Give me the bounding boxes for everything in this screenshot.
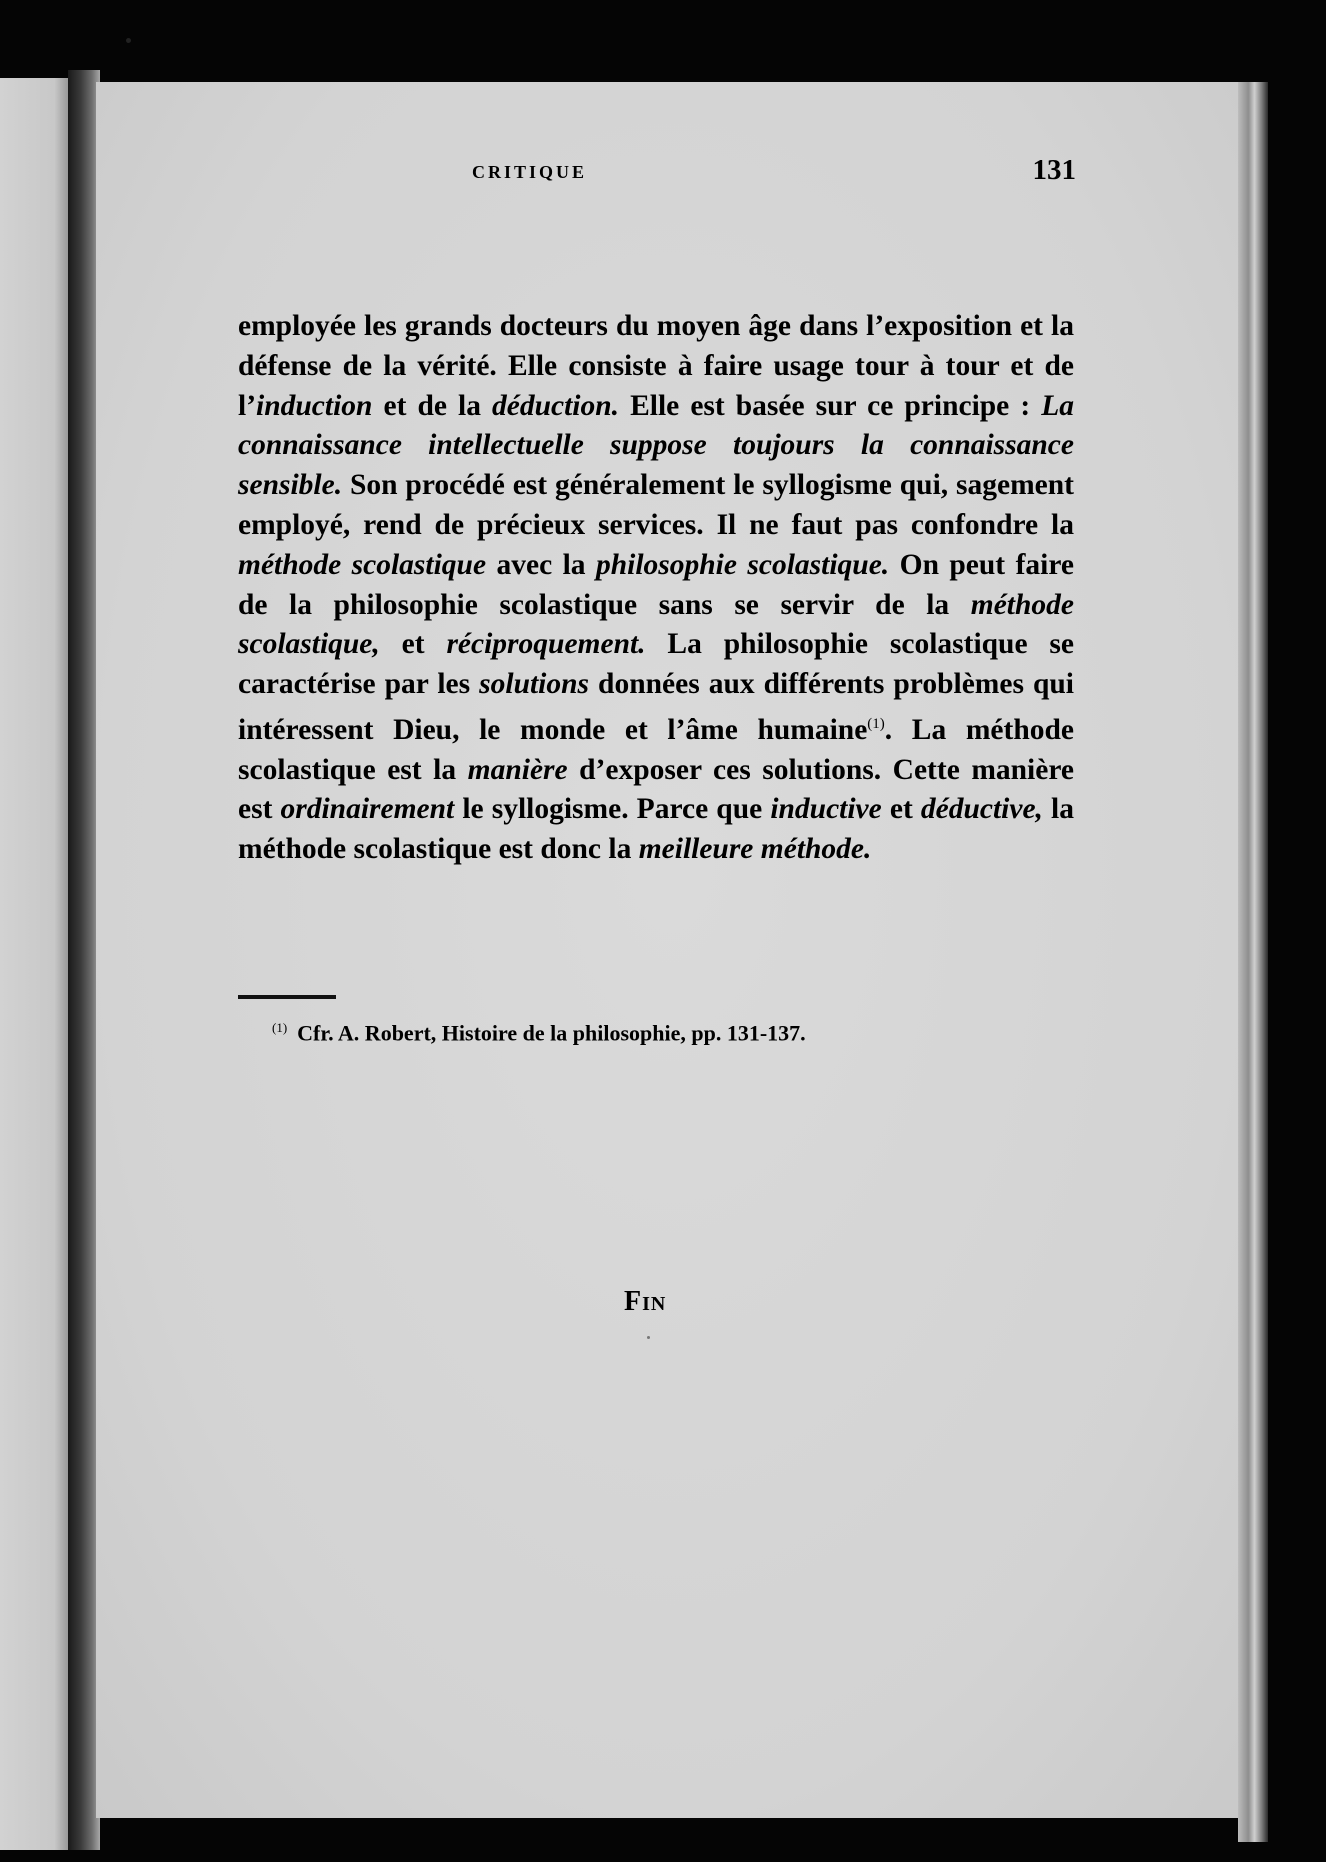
page-number: 131 xyxy=(1032,154,1076,186)
body-text xyxy=(238,307,1074,870)
text-run: d’exposer ces solutions. Cette manière est xyxy=(238,753,1074,826)
text-run: employée les grands docteurs du moyen âge dans l’exposition et la défense de la vérité. Elle consiste à faire usage tour à tour et de l’ xyxy=(238,310,1074,422)
text-run: et xyxy=(379,628,447,661)
text-run: données aux différents problèmes qui intéressent Dieu, le monde et l’âme humaine xyxy=(238,668,1074,746)
left-page-edge xyxy=(0,78,68,1850)
text-run: la méthode scolastique est donc la xyxy=(238,793,1074,866)
footnote-rule xyxy=(238,995,336,999)
right-page-edge xyxy=(1238,82,1268,1842)
italic-run: déduction. xyxy=(492,389,620,422)
italic-run: meilleure méthode. xyxy=(638,833,872,866)
italic-run: manière xyxy=(467,753,568,786)
body-paragraph xyxy=(238,307,1074,870)
text-run: et de la xyxy=(372,389,493,422)
italic-run: réciproquement. xyxy=(446,628,646,661)
italic-run: induction xyxy=(256,389,373,422)
text-run: et xyxy=(881,793,921,826)
italic-run: ordinairement xyxy=(280,793,455,826)
text-run: . La méthode scolastique est la xyxy=(238,713,1074,786)
dust-speck xyxy=(647,1336,650,1339)
text-run: avec la xyxy=(486,548,596,581)
footnote xyxy=(272,1020,1072,1046)
running-title: CRITIQUE xyxy=(472,162,588,182)
italic-run: déductive, xyxy=(920,793,1043,826)
italic-run: La connaissance intellectuelle suppose toujours la connaissance sensible. xyxy=(238,389,1074,502)
text-run: Elle est basée sur ce principe : xyxy=(619,389,1042,422)
end-mark: Fin xyxy=(624,1286,667,1317)
footnote-mark: (1) xyxy=(272,1020,288,1035)
italic-run: inductive xyxy=(770,793,882,826)
text-run: Son procédé est généralement le syllogisme qui, sagement employé, rend de précieux services. Il ne faut pas confondre la xyxy=(238,469,1074,541)
text-run: On peut faire de la philosophie scolastique sans se servir de la xyxy=(238,548,1074,621)
italic-run: méthode scolastique xyxy=(238,548,487,581)
italic-run: solutions xyxy=(479,668,590,701)
italic-run: méthode scolastique, xyxy=(238,588,1074,661)
italic-run: philosophie scolastique. xyxy=(596,548,890,581)
footnote-text: Cfr. A. Robert, Histoire de la philosophie, pp. 131-137. xyxy=(297,1020,806,1046)
footnote-reference: (1) xyxy=(867,715,885,732)
dust-speck xyxy=(126,38,131,43)
text-run: le syllogisme. Parce que xyxy=(454,793,771,826)
running-head xyxy=(146,154,1076,194)
text-run: La philosophie scolastique se caractérise par les xyxy=(238,628,1074,701)
